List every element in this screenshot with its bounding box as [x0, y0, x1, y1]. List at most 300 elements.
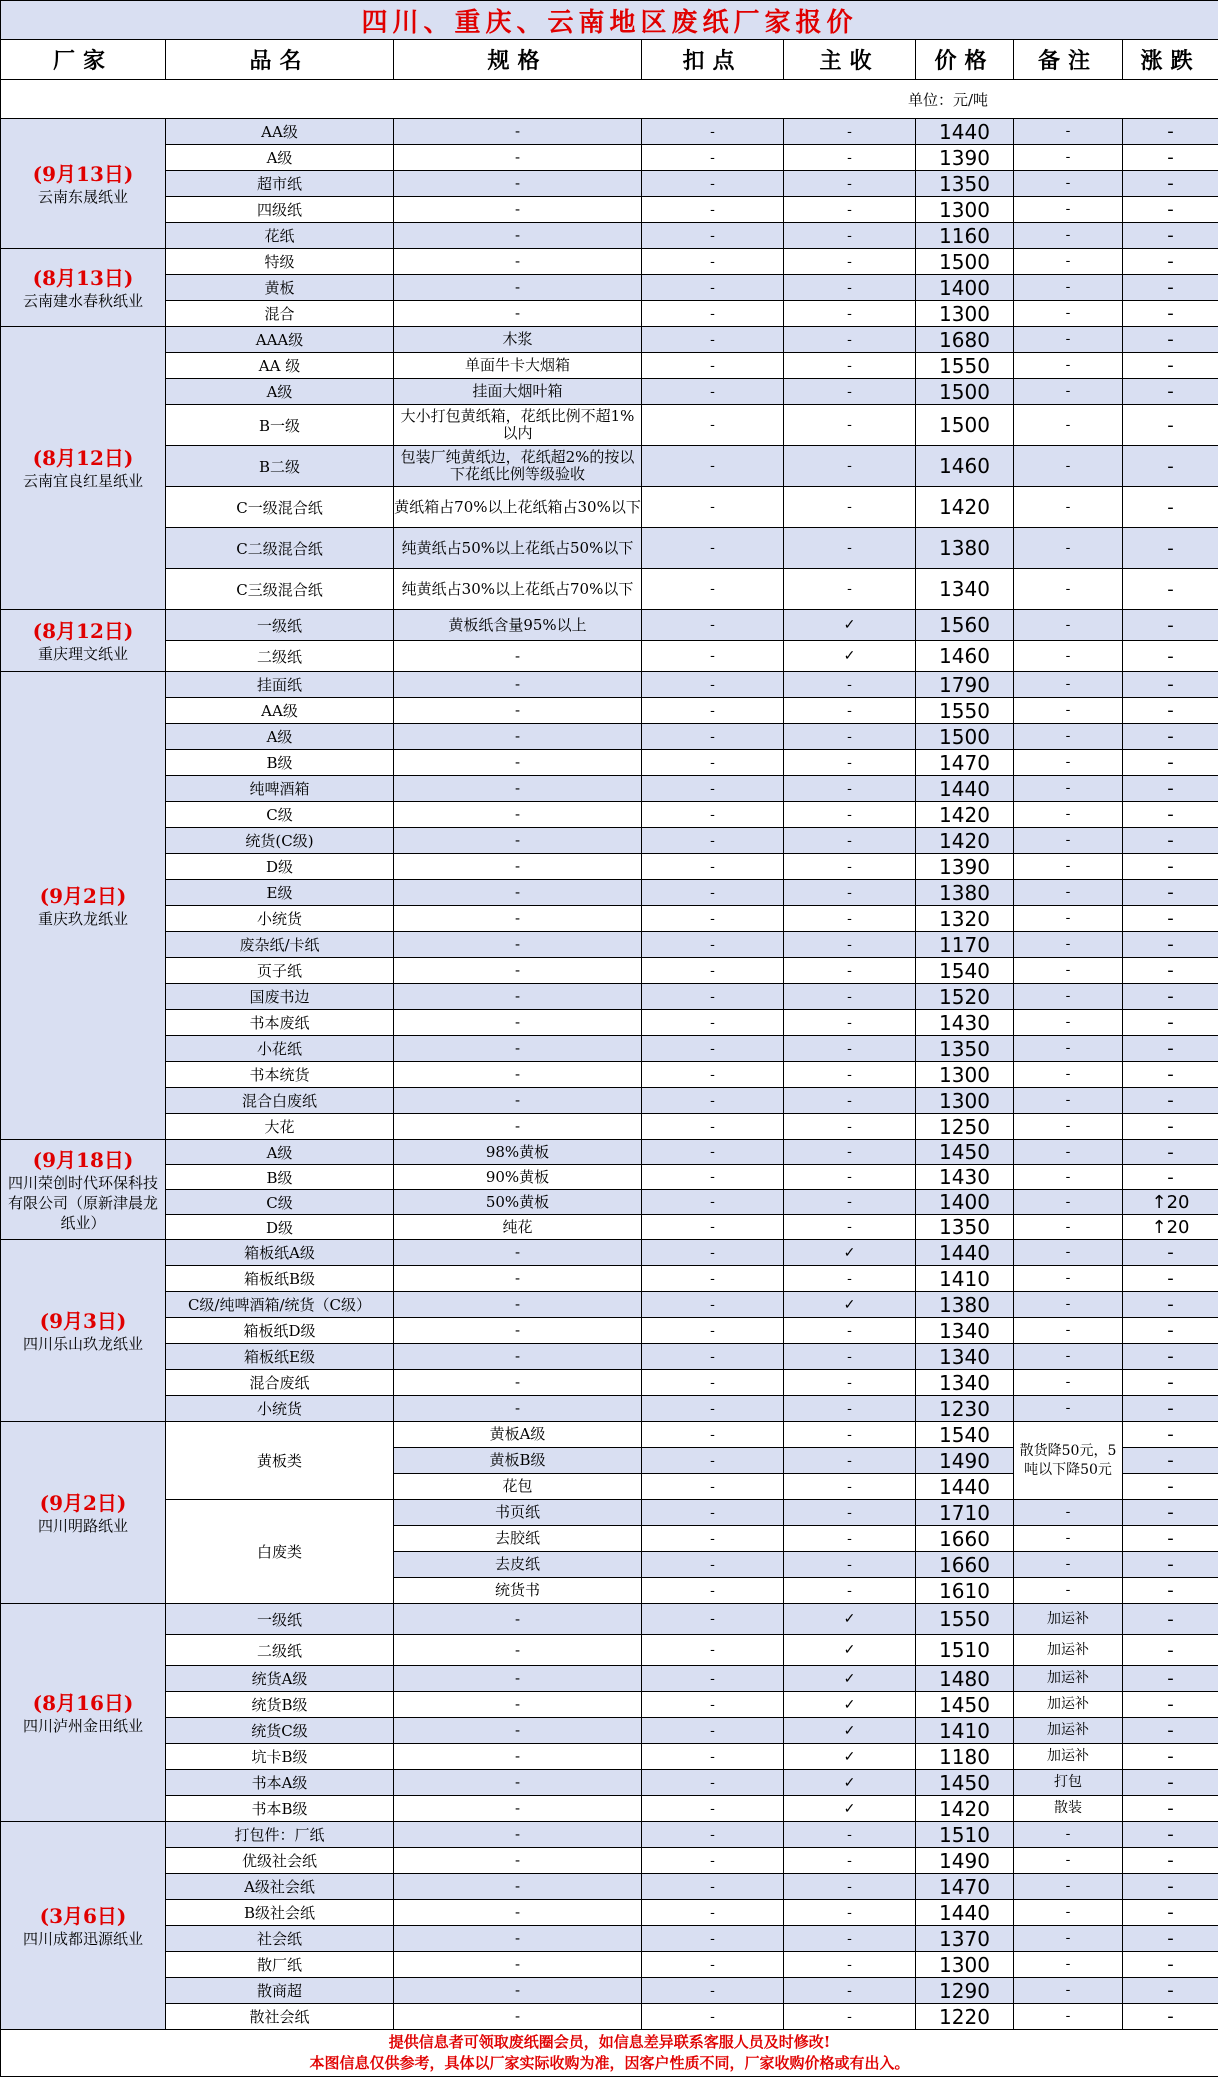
table-row	[1, 379, 1218, 405]
spec-cell: -	[394, 854, 642, 880]
change-cell: ↑20	[1123, 1190, 1218, 1215]
note-cell: -	[1014, 569, 1123, 610]
spec-cell: -	[394, 828, 642, 854]
header-main-purchase: 主收	[784, 40, 916, 80]
deduction-cell: -	[642, 776, 784, 802]
item-name: 混合	[166, 301, 394, 327]
change-cell: -	[1123, 776, 1218, 802]
change-cell: -	[1123, 1292, 1218, 1318]
note-cell: -	[1014, 776, 1123, 802]
item-name: 黄板	[166, 275, 394, 301]
main-purchase-cell: ✓	[784, 610, 916, 641]
note-cell: -	[1014, 145, 1123, 171]
factory-date: (9月3日)	[39, 1308, 127, 1333]
item-name: 统货A级	[166, 1666, 394, 1692]
factory-cell	[1, 1140, 166, 1240]
deduction-cell: -	[642, 1666, 784, 1692]
main-purchase-cell: -	[784, 1062, 916, 1088]
price-cell: 1300	[916, 1952, 1014, 1978]
note-cell: -	[1014, 1952, 1123, 1978]
change-cell: -	[1123, 1165, 1218, 1190]
price-cell: 1320	[916, 906, 1014, 932]
spec-cell: -	[394, 1344, 642, 1370]
spec-cell: -	[394, 906, 642, 932]
main-purchase-cell: -	[784, 275, 916, 301]
factory-name: 云南东晟纸业	[37, 187, 128, 206]
deduction-cell: -	[642, 1848, 784, 1874]
change-cell: -	[1123, 145, 1218, 171]
deduction-cell: -	[642, 672, 784, 698]
price-cell: 1470	[916, 1874, 1014, 1900]
change-cell: -	[1123, 249, 1218, 275]
price-cell: 1470	[916, 750, 1014, 776]
footer-line-1: 提供信息者可领取废纸圈会员，如信息差异联系客服人员及时修改!	[388, 2033, 831, 2051]
main-purchase-cell: -	[784, 446, 916, 487]
table-row	[1, 610, 1218, 641]
note-cell: -	[1014, 1822, 1123, 1848]
table-row	[1, 1874, 1218, 1900]
table-row	[1, 854, 1218, 880]
factory-name: 四川乐山玖龙纸业	[22, 1334, 143, 1353]
table-row	[1, 1796, 1218, 1822]
factory-name: 四川明路纸业	[37, 1516, 128, 1535]
deduction-cell: -	[642, 750, 784, 776]
main-purchase-cell: -	[784, 1952, 916, 1978]
factory-cell	[1, 119, 166, 249]
item-name: 箱板纸D级	[166, 1318, 394, 1344]
item-name: 国废书边	[166, 984, 394, 1010]
price-cell: 1410	[916, 1266, 1014, 1292]
item-name: 优级社会纸	[166, 1848, 394, 1874]
spec-cell: -	[394, 223, 642, 249]
change-cell: -	[1123, 1318, 1218, 1344]
price-cell: 1350	[916, 171, 1014, 197]
item-name: 书本统货	[166, 1062, 394, 1088]
table-row	[1, 1926, 1218, 1952]
note-cell: -	[1014, 171, 1123, 197]
main-purchase-cell: -	[784, 1926, 916, 1952]
note-cell: 加运补	[1014, 1718, 1123, 1744]
item-name: D级	[166, 1215, 394, 1240]
price-cell: 1440	[916, 776, 1014, 802]
item-name: 一级纸	[166, 610, 394, 641]
note-cell: -	[1014, 906, 1123, 932]
price-cell: 1300	[916, 197, 1014, 223]
item-name: A级社会纸	[166, 1874, 394, 1900]
table-row	[1, 353, 1218, 379]
note-cell: -	[1014, 1114, 1123, 1140]
spec-cell: -	[394, 1036, 642, 1062]
deduction-cell: -	[642, 197, 784, 223]
table-row	[1, 1900, 1218, 1926]
main-purchase-cell: -	[784, 2004, 916, 2030]
deduction-cell: -	[642, 1344, 784, 1370]
spec-cell: -	[394, 1396, 642, 1422]
item-name: AAA级	[166, 327, 394, 353]
change-cell: -	[1123, 1718, 1218, 1744]
spec-cell: 纯黄纸占50%以上花纸占50%以下	[394, 528, 642, 569]
table-row	[1, 145, 1218, 171]
change-cell: -	[1123, 1036, 1218, 1062]
price-cell: 1550	[916, 698, 1014, 724]
change-cell: -	[1123, 1978, 1218, 2004]
footer-notice	[1, 2030, 1218, 2077]
unit-row	[1, 80, 1218, 119]
footer-line-2: 本图信息仅供参考，具体以厂家实际收购为准，因客户性质不同，厂家收购价格或有出入。	[309, 2054, 910, 2072]
deduction-cell: -	[642, 569, 784, 610]
change-cell: -	[1123, 802, 1218, 828]
deduction-cell: -	[642, 1718, 784, 1744]
change-cell: -	[1123, 1240, 1218, 1266]
deduction-cell: -	[642, 1770, 784, 1796]
item-name: C二级混合纸	[166, 528, 394, 569]
price-cell: 1550	[916, 1604, 1014, 1635]
price-cell: 1160	[916, 223, 1014, 249]
spec-cell: -	[394, 301, 642, 327]
spec-cell: 黄板B级	[394, 1448, 642, 1474]
main-purchase-cell: ✓	[784, 1718, 916, 1744]
note-cell: -	[1014, 1978, 1123, 2004]
main-purchase-cell: -	[784, 1448, 916, 1474]
item-name: 小统货	[166, 1396, 394, 1422]
main-purchase-cell: -	[784, 249, 916, 275]
price-cell: 1390	[916, 145, 1014, 171]
price-cell: 1540	[916, 958, 1014, 984]
change-cell: -	[1123, 1604, 1218, 1635]
item-name: 书本B级	[166, 1796, 394, 1822]
change-cell: -	[1123, 828, 1218, 854]
deduction-cell: -	[642, 1396, 784, 1422]
item-name: 统货B级	[166, 1692, 394, 1718]
table-row	[1, 1088, 1218, 1114]
item-name: 小花纸	[166, 1036, 394, 1062]
price-cell: 1400	[916, 1190, 1014, 1215]
note-cell: -	[1014, 1396, 1123, 1422]
deduction-cell: -	[642, 1062, 784, 1088]
spec-cell: 统货书	[394, 1578, 642, 1604]
table-row	[1, 1114, 1218, 1140]
item-name: A级	[166, 145, 394, 171]
price-cell: 1440	[916, 1240, 1014, 1266]
note-cell: -	[1014, 672, 1123, 698]
price-cell: 1790	[916, 672, 1014, 698]
price-cell: 1450	[916, 1770, 1014, 1796]
table-row	[1, 1318, 1218, 1344]
price-cell: 1370	[916, 1926, 1014, 1952]
item-name: 废杂纸/卡纸	[166, 932, 394, 958]
price-cell: 1420	[916, 487, 1014, 528]
table-row	[1, 301, 1218, 327]
item-name: AA级	[166, 698, 394, 724]
note-cell: -	[1014, 1926, 1123, 1952]
deduction-cell: -	[642, 1190, 784, 1215]
spec-cell: -	[394, 984, 642, 1010]
main-purchase-cell: -	[784, 1552, 916, 1578]
note-cell: -	[1014, 1552, 1123, 1578]
spec-cell: -	[394, 1718, 642, 1744]
change-cell: -	[1123, 1666, 1218, 1692]
note-cell: -	[1014, 301, 1123, 327]
deduction-cell: -	[642, 1114, 784, 1140]
deduction-cell: -	[642, 1318, 784, 1344]
factory-cell	[1, 1422, 166, 1604]
price-cell: 1510	[916, 1635, 1014, 1666]
price-cell: 1490	[916, 1848, 1014, 1874]
deduction-cell: -	[642, 1692, 784, 1718]
spec-cell: 去皮纸	[394, 1552, 642, 1578]
main-purchase-cell: -	[784, 145, 916, 171]
factory-name: 重庆玖龙纸业	[37, 909, 128, 928]
change-cell: -	[1123, 1578, 1218, 1604]
price-cell: 1420	[916, 802, 1014, 828]
item-name: 超市纸	[166, 171, 394, 197]
change-cell: -	[1123, 1552, 1218, 1578]
main-purchase-cell: -	[784, 1370, 916, 1396]
price-cell: 1420	[916, 1796, 1014, 1822]
item-name: C级	[166, 802, 394, 828]
note-cell: -	[1014, 2004, 1123, 2030]
item-name: B一级	[166, 405, 394, 446]
table-row	[1, 1952, 1218, 1978]
factory-date: (8月13日)	[32, 265, 134, 290]
spec-cell: 黄板纸含量95%以上	[394, 610, 642, 641]
note-cell: -	[1014, 1215, 1123, 1240]
change-cell: -	[1123, 1448, 1218, 1474]
note-cell: -	[1014, 446, 1123, 487]
deduction-cell: -	[642, 145, 784, 171]
deduction-cell: -	[642, 301, 784, 327]
price-cell: 1430	[916, 1010, 1014, 1036]
factory-cell	[1, 1240, 166, 1422]
note-cell: -	[1014, 698, 1123, 724]
change-cell: -	[1123, 301, 1218, 327]
deduction-cell: -	[642, 1165, 784, 1190]
change-cell: -	[1123, 1744, 1218, 1770]
table-row	[1, 750, 1218, 776]
spec-cell: 90%黄板	[394, 1165, 642, 1190]
deduction-cell: -	[642, 906, 784, 932]
header-item: 品名	[166, 40, 394, 80]
price-cell: 1500	[916, 724, 1014, 750]
main-purchase-cell: -	[784, 906, 916, 932]
main-purchase-cell: -	[784, 750, 916, 776]
spec-cell: -	[394, 750, 642, 776]
deduction-cell: -	[642, 446, 784, 487]
item-name: AA 级	[166, 353, 394, 379]
item-name: 花纸	[166, 223, 394, 249]
factory-cell	[1, 1604, 166, 1822]
main-purchase-cell: -	[784, 1978, 916, 2004]
price-cell: 1440	[916, 119, 1014, 145]
deduction-cell: -	[642, 984, 784, 1010]
table-row	[1, 1165, 1218, 1190]
spec-cell: 黄纸箱占70%以上花纸箱占30%以下	[394, 487, 642, 528]
note-cell: -	[1014, 1318, 1123, 1344]
change-cell: -	[1123, 610, 1218, 641]
main-purchase-cell: ✓	[784, 1692, 916, 1718]
price-cell: 1400	[916, 275, 1014, 301]
change-cell: -	[1123, 1822, 1218, 1848]
item-name: E级	[166, 880, 394, 906]
deduction-cell: -	[642, 828, 784, 854]
main-purchase-cell: -	[784, 327, 916, 353]
change-cell: -	[1123, 528, 1218, 569]
spec-cell: -	[394, 119, 642, 145]
note-cell: 加运补	[1014, 1744, 1123, 1770]
note-cell: 打包	[1014, 1770, 1123, 1796]
main-purchase-cell: ✓	[784, 1635, 916, 1666]
table-row	[1, 171, 1218, 197]
note-cell: -	[1014, 724, 1123, 750]
deduction-cell: -	[642, 1900, 784, 1926]
change-cell: -	[1123, 984, 1218, 1010]
price-cell: 1560	[916, 610, 1014, 641]
change-cell: -	[1123, 1422, 1218, 1448]
change-cell: -	[1123, 1874, 1218, 1900]
price-cell: 1520	[916, 984, 1014, 1010]
item-name: B二级	[166, 446, 394, 487]
item-name: 书本废纸	[166, 1010, 394, 1036]
change-cell: -	[1123, 750, 1218, 776]
change-cell: -	[1123, 932, 1218, 958]
main-purchase-cell: ✓	[784, 1666, 916, 1692]
item-name: 箱板纸A级	[166, 1240, 394, 1266]
price-cell: 1460	[916, 641, 1014, 672]
deduction-cell: -	[642, 1822, 784, 1848]
table-row	[1, 1036, 1218, 1062]
main-purchase-cell: -	[784, 828, 916, 854]
change-cell: -	[1123, 1770, 1218, 1796]
change-cell: -	[1123, 1526, 1218, 1552]
change-cell: -	[1123, 197, 1218, 223]
spec-cell: 花包	[394, 1474, 642, 1500]
table-row	[1, 672, 1218, 698]
change-cell: -	[1123, 1266, 1218, 1292]
change-cell: -	[1123, 880, 1218, 906]
spec-cell: -	[394, 1952, 642, 1978]
spec-cell: -	[394, 1874, 642, 1900]
spec-cell: -	[394, 1240, 642, 1266]
price-cell: 1380	[916, 528, 1014, 569]
factory-name: 重庆理文纸业	[37, 644, 128, 663]
deduction-cell: -	[642, 610, 784, 641]
factory-cell	[1, 672, 166, 1140]
note-cell: -	[1014, 1900, 1123, 1926]
price-cell: 1390	[916, 854, 1014, 880]
main-purchase-cell: -	[784, 487, 916, 528]
spec-cell: -	[394, 1692, 642, 1718]
table-row	[1, 1140, 1218, 1165]
deduction-cell: -	[642, 1215, 784, 1240]
table-row	[1, 405, 1218, 446]
spec-cell: -	[394, 275, 642, 301]
spec-cell: 大小打包黄纸箱，花纸比例不超1%以内	[394, 405, 642, 446]
spec-cell: -	[394, 672, 642, 698]
note-cell: -	[1014, 1240, 1123, 1266]
table-row	[1, 223, 1218, 249]
factory-date: (8月12日)	[32, 618, 134, 643]
change-cell: -	[1123, 1952, 1218, 1978]
item-group-name: 白废类	[166, 1500, 394, 1604]
change-cell: -	[1123, 119, 1218, 145]
note-cell: -	[1014, 641, 1123, 672]
table-row	[1, 906, 1218, 932]
change-cell: -	[1123, 1370, 1218, 1396]
price-cell: 1170	[916, 932, 1014, 958]
table-row	[1, 802, 1218, 828]
spec-cell: -	[394, 641, 642, 672]
item-name: 箱板纸E级	[166, 1344, 394, 1370]
note-cell: -	[1014, 854, 1123, 880]
item-name: B级	[166, 1165, 394, 1190]
spec-cell: -	[394, 1635, 642, 1666]
deduction-cell: -	[642, 487, 784, 528]
deduction-cell: -	[642, 1952, 784, 1978]
main-purchase-cell: -	[784, 301, 916, 327]
table-row	[1, 984, 1218, 1010]
table-row	[1, 880, 1218, 906]
spec-cell: -	[394, 171, 642, 197]
price-cell: 1610	[916, 1578, 1014, 1604]
note-cell: 加运补	[1014, 1666, 1123, 1692]
price-cell: 1460	[916, 446, 1014, 487]
item-name: C三级混合纸	[166, 569, 394, 610]
table-row	[1, 1396, 1218, 1422]
spec-cell: -	[394, 2004, 642, 2030]
deduction-cell: -	[642, 698, 784, 724]
group-note-cell: 散货降50元，5吨以下降50元	[1014, 1422, 1123, 1500]
change-cell: -	[1123, 327, 1218, 353]
item-name: 二级纸	[166, 1635, 394, 1666]
change-cell: -	[1123, 854, 1218, 880]
note-cell: -	[1014, 1848, 1123, 1874]
main-purchase-cell: -	[784, 197, 916, 223]
main-purchase-cell: -	[784, 1500, 916, 1526]
deduction-cell: -	[642, 249, 784, 275]
table-row	[1, 1370, 1218, 1396]
main-purchase-cell: -	[784, 854, 916, 880]
spec-cell: -	[394, 880, 642, 906]
header-row	[1, 40, 1218, 80]
deduction-cell: -	[642, 641, 784, 672]
table-row	[1, 1822, 1218, 1848]
main-purchase-cell: -	[784, 1266, 916, 1292]
main-purchase-cell: -	[784, 1215, 916, 1240]
change-cell: -	[1123, 958, 1218, 984]
header-deduction: 扣点	[642, 40, 784, 80]
change-cell: -	[1123, 1088, 1218, 1114]
note-cell: -	[1014, 1292, 1123, 1318]
spec-cell: 纯黄纸占30%以上花纸占70%以下	[394, 569, 642, 610]
table-row	[1, 528, 1218, 569]
deduction-cell: -	[642, 528, 784, 569]
main-purchase-cell: -	[784, 353, 916, 379]
item-name: 一级纸	[166, 1604, 394, 1635]
main-purchase-cell: -	[784, 1190, 916, 1215]
deduction-cell: -	[642, 405, 784, 446]
note-cell: -	[1014, 958, 1123, 984]
main-purchase-cell: -	[784, 724, 916, 750]
note-cell: -	[1014, 223, 1123, 249]
deduction-cell: -	[642, 1552, 784, 1578]
factory-name: 四川荣创时代环保科技有限公司（原新津晨龙纸业）	[7, 1173, 158, 1232]
header-price: 价格	[916, 40, 1014, 80]
main-purchase-cell: -	[784, 223, 916, 249]
price-cell: 1440	[916, 1474, 1014, 1500]
item-name: B级	[166, 750, 394, 776]
deduction-cell: -	[642, 1422, 784, 1448]
item-name: 大花	[166, 1114, 394, 1140]
